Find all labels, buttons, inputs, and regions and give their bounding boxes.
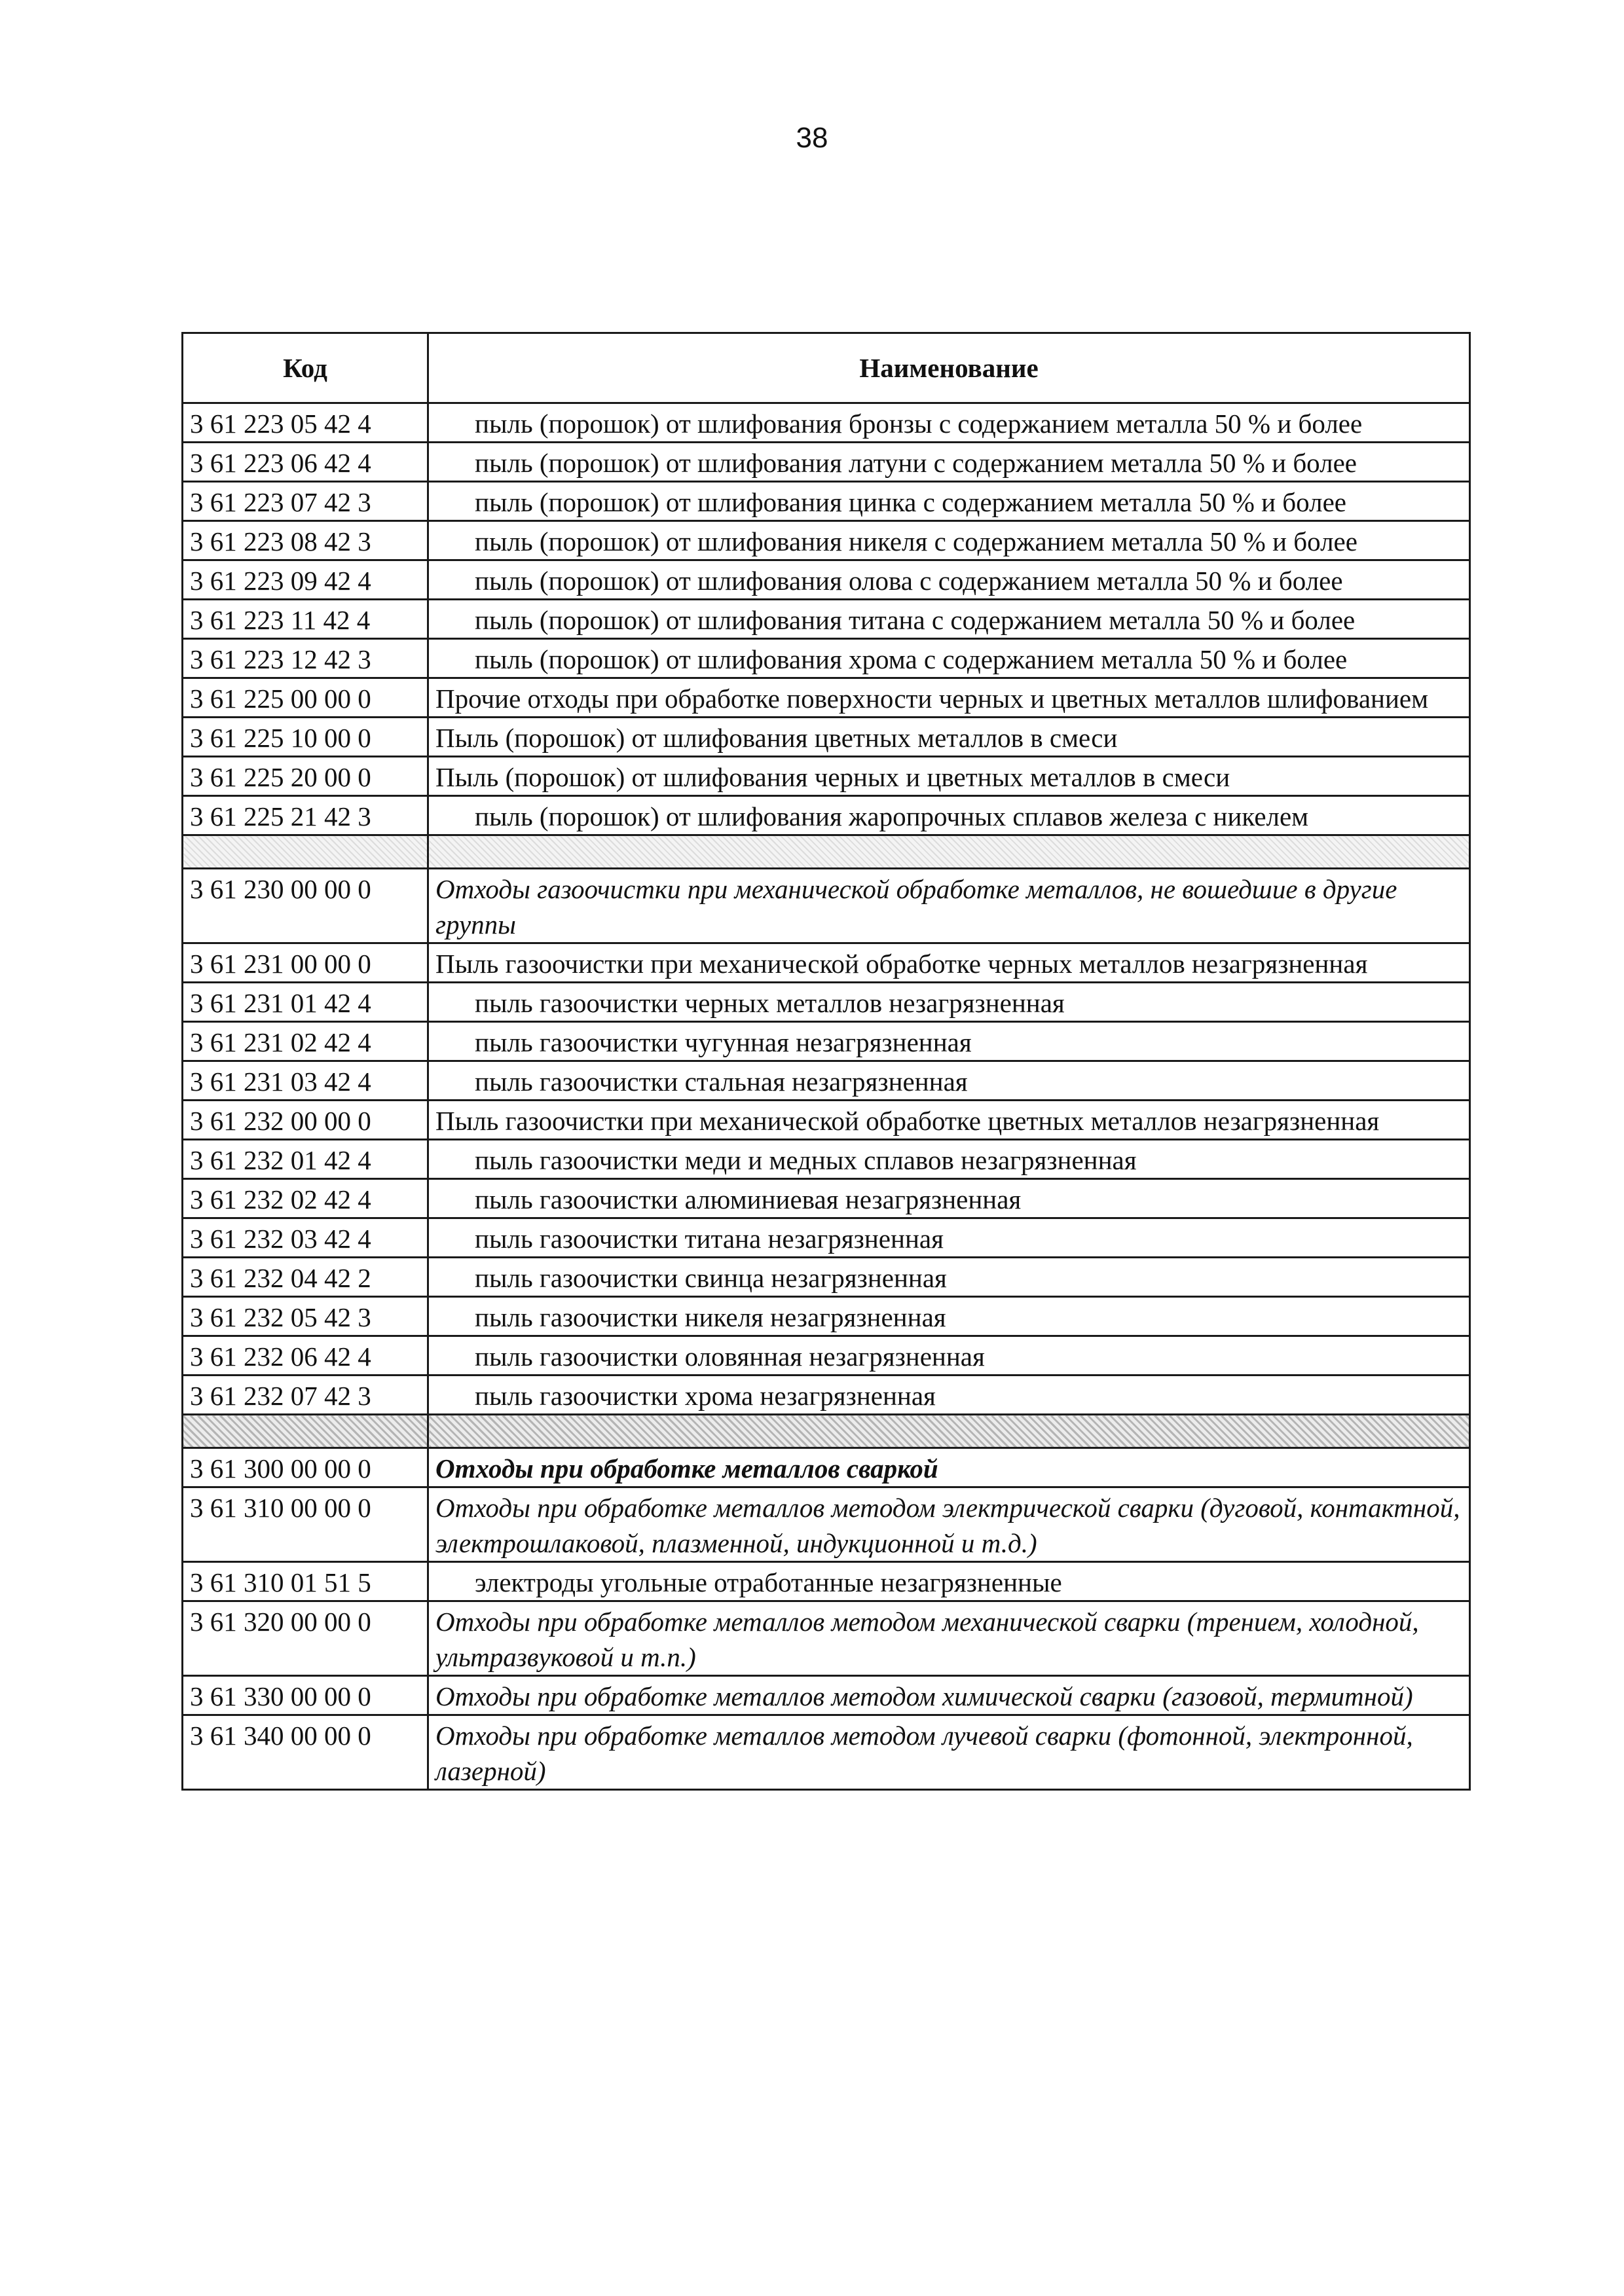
waste-name-cell: пыль (порошок) от шлифования хрома с содержанием металла 50 % и более	[428, 639, 1470, 678]
waste-code-cell: 3 61 223 05 42 4	[183, 403, 428, 443]
waste-code-cell: 3 61 223 07 42 3	[183, 482, 428, 521]
waste-name-cell: пыль (порошок) от шлифования титана с содержанием металла 50 % и более	[428, 600, 1470, 639]
waste-code-cell: 3 61 225 20 00 0	[183, 757, 428, 796]
table-row	[183, 1601, 1470, 1676]
waste-name-cell: пыль газоочистки никеля незагрязненная	[428, 1297, 1470, 1336]
waste-code-cell: 3 61 232 05 42 3	[183, 1297, 428, 1336]
waste-code-cell: 3 61 231 03 42 4	[183, 1061, 428, 1101]
table-row	[183, 1376, 1470, 1415]
separator-cell	[183, 835, 428, 869]
waste-code-cell: 3 61 231 01 42 4	[183, 983, 428, 1022]
table-row	[183, 983, 1470, 1022]
table-row	[183, 943, 1470, 983]
waste-name-cell: пыль (порошок) от шлифования бронзы с содержанием металла 50 % и более	[428, 403, 1470, 443]
waste-code-cell: 3 61 310 01 51 5	[183, 1562, 428, 1601]
waste-name-cell: пыль (порошок) от шлифования жаропрочных сплавов железа с никелем	[428, 796, 1470, 835]
waste-code-cell: 3 61 223 12 42 3	[183, 639, 428, 678]
waste-name-cell: Пыль (порошок) от шлифования цветных металлов в смеси	[428, 718, 1470, 757]
table-row	[183, 757, 1470, 796]
table-row	[183, 1101, 1470, 1140]
waste-code-cell: 3 61 232 04 42 2	[183, 1258, 428, 1297]
table-row	[183, 796, 1470, 835]
waste-code-cell: 3 61 231 02 42 4	[183, 1022, 428, 1061]
waste-code-cell: 3 61 230 00 00 0	[183, 869, 428, 943]
name-column-header: Наименование	[428, 333, 1470, 403]
waste-name-cell: пыль (порошок) от шлифования цинка с содержанием металла 50 % и более	[428, 482, 1470, 521]
waste-name-cell: Пыль (порошок) от шлифования черных и цветных металлов в смеси	[428, 757, 1470, 796]
waste-name-cell: пыль газоочистки алюминиевая незагрязненная	[428, 1179, 1470, 1218]
separator-cell	[428, 1415, 1470, 1448]
waste-name-cell: пыль газоочистки черных металлов незагрязненная	[428, 983, 1470, 1022]
table-row	[183, 1676, 1470, 1715]
table-row	[183, 1297, 1470, 1336]
waste-name-cell: Отходы газоочистки при механической обработке металлов, не вошедшие в другие группы	[428, 869, 1470, 943]
waste-name-cell: Отходы при обработке металлов сваркой	[428, 1448, 1470, 1487]
table-row	[183, 482, 1470, 521]
waste-code-cell: 3 61 330 00 00 0	[183, 1676, 428, 1715]
waste-code-cell: 3 61 225 10 00 0	[183, 718, 428, 757]
waste-code-cell: 3 61 310 00 00 0	[183, 1487, 428, 1562]
waste-code-cell: 3 61 320 00 00 0	[183, 1601, 428, 1676]
waste-code-cell: 3 61 232 03 42 4	[183, 1218, 428, 1258]
waste-name-cell: Пыль газоочистки при механической обработке цветных металлов незагрязненная	[428, 1101, 1470, 1140]
waste-name-cell: Прочие отходы при обработке поверхности черных и цветных металлов шлифованием	[428, 678, 1470, 718]
waste-code-cell: 3 61 231 00 00 0	[183, 943, 428, 983]
waste-name-cell: пыль газоочистки хрома незагрязненная	[428, 1376, 1470, 1415]
waste-code-cell: 3 61 223 09 42 4	[183, 560, 428, 600]
waste-code-cell: 3 61 225 21 42 3	[183, 796, 428, 835]
table-row	[183, 869, 1470, 943]
waste-name-cell: пыль газоочистки оловянная незагрязненная	[428, 1336, 1470, 1376]
table-row	[183, 600, 1470, 639]
waste-code-cell: 3 61 300 00 00 0	[183, 1448, 428, 1487]
waste-name-cell: пыль газоочистки свинца незагрязненная	[428, 1258, 1470, 1297]
waste-name-cell: пыль (порошок) от шлифования олова с содержанием металла 50 % и более	[428, 560, 1470, 600]
waste-name-cell: пыль (порошок) от шлифования никеля с содержанием металла 50 % и более	[428, 521, 1470, 560]
table-row	[183, 1487, 1470, 1562]
separator-cell	[428, 835, 1470, 869]
table-row	[183, 1562, 1470, 1601]
waste-code-cell: 3 61 232 02 42 4	[183, 1179, 428, 1218]
waste-code-cell: 3 61 232 06 42 4	[183, 1336, 428, 1376]
waste-code-cell: 3 61 232 07 42 3	[183, 1376, 428, 1415]
table-row	[183, 718, 1470, 757]
table-row	[183, 639, 1470, 678]
table-row	[183, 521, 1470, 560]
table-row	[183, 678, 1470, 718]
waste-code-cell: 3 61 223 08 42 3	[183, 521, 428, 560]
table-row	[183, 1022, 1470, 1061]
waste-name-cell: Отходы при обработке металлов методом механической сварки (трением, холодной, ультразвуковой и т.п.)	[428, 1601, 1470, 1676]
waste-name-cell: Отходы при обработке металлов методом химической сварки (газовой, термитной)	[428, 1676, 1470, 1715]
table-row	[183, 1179, 1470, 1218]
waste-name-cell: пыль (порошок) от шлифования латуни с содержанием металла 50 % и более	[428, 443, 1470, 482]
waste-classification-table	[181, 332, 1471, 1791]
waste-name-cell: пыль газоочистки чугунная незагрязненная	[428, 1022, 1470, 1061]
table-body	[183, 403, 1470, 1790]
table-row	[183, 1218, 1470, 1258]
table-row	[183, 443, 1470, 482]
waste-name-cell: электроды угольные отработанные незагрязненные	[428, 1562, 1470, 1601]
waste-code-cell: 3 61 340 00 00 0	[183, 1715, 428, 1790]
table-row	[183, 1140, 1470, 1179]
table-row	[183, 1336, 1470, 1376]
table-row	[183, 1061, 1470, 1101]
waste-name-cell: пыль газоочистки стальная незагрязненная	[428, 1061, 1470, 1101]
page-number: 38	[796, 122, 828, 154]
waste-code-cell: 3 61 223 06 42 4	[183, 443, 428, 482]
waste-code-cell: 3 61 223 11 42 4	[183, 600, 428, 639]
table-row	[183, 403, 1470, 443]
waste-name-cell: Отходы при обработке металлов методом электрической сварки (дуговой, контактной, электрошлаковой, плазменной, индукционной и т.д.)	[428, 1487, 1470, 1562]
table-row	[183, 1715, 1470, 1790]
table-header-row	[183, 333, 1470, 403]
table-row	[183, 1448, 1470, 1487]
waste-code-cell: 3 61 232 00 00 0	[183, 1101, 428, 1140]
waste-name-cell: пыль газоочистки меди и медных сплавов незагрязненная	[428, 1140, 1470, 1179]
table-row	[183, 1258, 1470, 1297]
section-separator-row	[183, 1415, 1470, 1448]
separator-cell	[183, 1415, 428, 1448]
waste-name-cell: пыль газоочистки титана незагрязненная	[428, 1218, 1470, 1258]
waste-code-cell: 3 61 225 00 00 0	[183, 678, 428, 718]
table-row	[183, 560, 1470, 600]
waste-name-cell: Пыль газоочистки при механической обработке черных металлов незагрязненная	[428, 943, 1470, 983]
section-separator-row	[183, 835, 1470, 869]
waste-name-cell: Отходы при обработке металлов методом лучевой сварки (фотонной, электронной, лазерной)	[428, 1715, 1470, 1790]
code-column-header: Код	[183, 333, 428, 403]
waste-code-cell: 3 61 232 01 42 4	[183, 1140, 428, 1179]
